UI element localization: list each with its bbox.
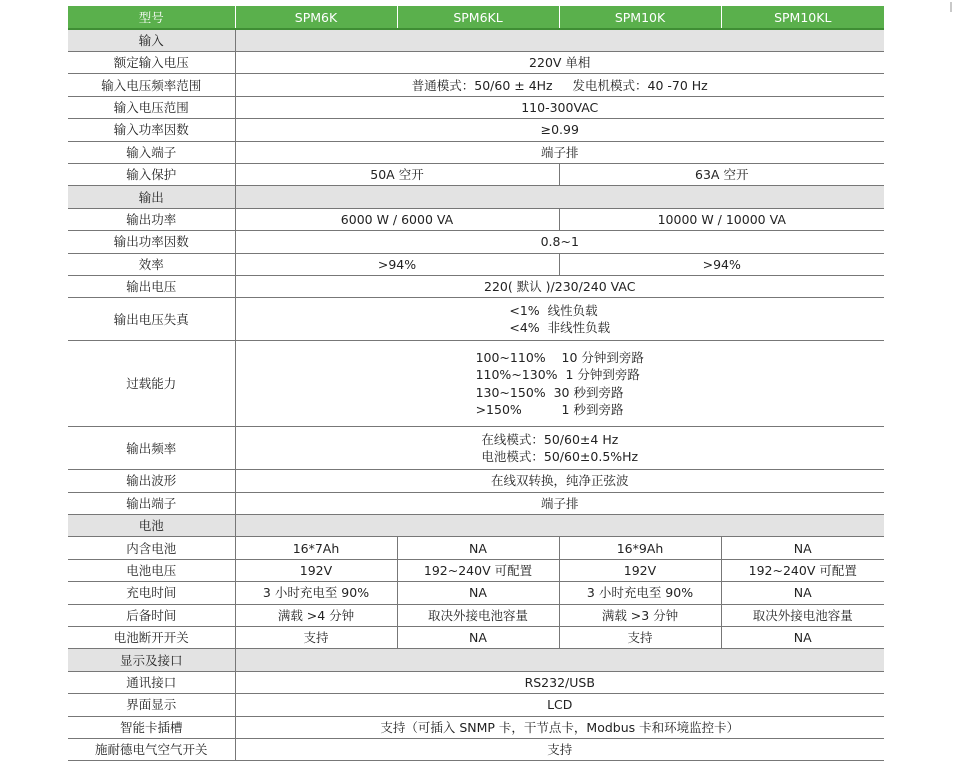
section-fill (235, 649, 884, 671)
table-row (68, 671, 884, 693)
table-row (68, 627, 884, 649)
row-label: 界面显示 (68, 694, 235, 716)
row-label: 效率 (68, 253, 235, 275)
row-label: 电池电压 (68, 559, 235, 581)
table-row (68, 253, 884, 275)
row-label: 输入电压范围 (68, 96, 235, 118)
header-spm10k: SPM10K (559, 6, 721, 29)
section-title: 输入 (68, 29, 235, 52)
row-value: 220( 默认 )/230/240 VAC (235, 275, 884, 297)
cell: 取决外接电池容量 (721, 604, 884, 626)
cell: 支持 (235, 627, 397, 649)
header-row (68, 6, 884, 29)
row-label: 输入端子 (68, 141, 235, 163)
row-value: 0.8~1 (235, 231, 884, 253)
table-row (68, 604, 884, 626)
row-label: 智能卡插槽 (68, 716, 235, 738)
cell: 16*9Ah (559, 537, 721, 559)
row-label: 输出功率 (68, 208, 235, 230)
cell: 3 小时充电至 90% (235, 582, 397, 604)
row-value: 220V 单相 (235, 52, 884, 74)
row-label: 电池断开开关 (68, 627, 235, 649)
cell: NA (397, 582, 559, 604)
section-title: 显示及接口 (68, 649, 235, 671)
row-value-right: >94% (559, 253, 884, 275)
section-fill (235, 515, 884, 537)
line: 110%~130% 1 分钟到旁路 (475, 367, 640, 383)
table-row (68, 694, 884, 716)
row-label: 输入保护 (68, 163, 235, 185)
row-label: 通讯接口 (68, 671, 235, 693)
header-spm6k: SPM6K (235, 6, 397, 29)
row-value: 端子排 (235, 492, 884, 514)
row-value: RS232/USB (235, 671, 884, 693)
row-value: LCD (235, 694, 884, 716)
row-label: 输出电压 (68, 275, 235, 297)
table-row (68, 582, 884, 604)
row-value: 110-300VAC (235, 96, 884, 118)
row-value (235, 427, 884, 470)
table-row (68, 119, 884, 141)
row-value-left: 6000 W / 6000 VA (235, 208, 559, 230)
cell: 192V (235, 559, 397, 581)
row-value (235, 341, 884, 427)
row-value (235, 298, 884, 341)
row-label: 施耐德电气空气开关 (68, 738, 235, 760)
row-label: 后备时间 (68, 604, 235, 626)
header-spm10kl: SPM10KL (721, 6, 884, 29)
table-row (68, 275, 884, 297)
line: 100~110% 10 分钟到旁路 (475, 349, 644, 365)
section-output (68, 186, 884, 208)
frequency-lines (481, 431, 638, 466)
row-value: 端子排 (235, 141, 884, 163)
row-label: 输出频率 (68, 427, 235, 470)
cell: 满载 >3 分钟 (559, 604, 721, 626)
cell: NA (397, 627, 559, 649)
table-row (68, 559, 884, 581)
table-row (68, 470, 884, 492)
table-row (68, 341, 884, 427)
header-model: 型号 (68, 6, 235, 29)
line: 130~150% 30 秒到旁路 (475, 384, 624, 400)
cell: NA (721, 537, 884, 559)
cell: 取决外接电池容量 (397, 604, 559, 626)
cell: 3 小时充电至 90% (559, 582, 721, 604)
line: <4% 非线性负载 (509, 320, 611, 336)
row-label: 额定输入电压 (68, 52, 235, 74)
section-title: 电池 (68, 515, 235, 537)
row-value-left: 50A 空开 (235, 163, 559, 185)
header-spm6kl: SPM6KL (397, 6, 559, 29)
line: 在线模式：50/60±4 Hz (481, 431, 619, 447)
row-label: 输出波形 (68, 470, 235, 492)
cell: 16*7Ah (235, 537, 397, 559)
row-value-right: 63A 空开 (559, 163, 884, 185)
freq-range-text: 普通模式：50/60 ± 4Hz 发电机模式：40 -70 Hz (411, 77, 708, 93)
section-display (68, 649, 884, 671)
table-row (68, 231, 884, 253)
section-title: 输出 (68, 186, 235, 208)
section-input (68, 29, 884, 52)
cell: 支持 (559, 627, 721, 649)
table-row (68, 208, 884, 230)
row-label: 过载能力 (68, 341, 235, 427)
cell: 192V (559, 559, 721, 581)
table-row (68, 537, 884, 559)
cell: NA (721, 582, 884, 604)
table-row (68, 716, 884, 738)
row-value: ≥0.99 (235, 119, 884, 141)
row-label: 输出功率因数 (68, 231, 235, 253)
row-value: 在线双转换，纯净正弦波 (235, 470, 884, 492)
table-row (68, 141, 884, 163)
table-row (68, 427, 884, 470)
row-label: 充电时间 (68, 582, 235, 604)
row-value: 支持（可插入 SNMP 卡，干节点卡，Modbus 卡和环境监控卡） (235, 716, 884, 738)
row-value: 支持 (235, 738, 884, 760)
row-label: 输出电压失真 (68, 298, 235, 341)
distortion-lines (509, 302, 610, 337)
table-row (68, 492, 884, 514)
row-label: 内含电池 (68, 537, 235, 559)
section-fill (235, 29, 884, 52)
table-row (68, 52, 884, 74)
line: >150% 1 秒到旁路 (475, 402, 624, 418)
section-battery (68, 515, 884, 537)
row-value (235, 74, 884, 96)
line: <1% 线性负载 (509, 302, 598, 318)
overload-lines (476, 349, 644, 419)
row-label: 输入功率因数 (68, 119, 235, 141)
cell: NA (397, 537, 559, 559)
table-row (68, 163, 884, 185)
cell: 192~240V 可配置 (721, 559, 884, 581)
section-fill (235, 186, 884, 208)
row-value-right: 10000 W / 10000 VA (559, 208, 884, 230)
line: 电池模式：50/60±0.5%Hz (481, 449, 639, 465)
cell: 满载 >4 分钟 (235, 604, 397, 626)
row-value-left: >94% (235, 253, 559, 275)
row-label: 输出端子 (68, 492, 235, 514)
table-row (68, 738, 884, 760)
cell: NA (721, 627, 884, 649)
cell: 192~240V 可配置 (397, 559, 559, 581)
table-row (68, 298, 884, 341)
table-row (68, 96, 884, 118)
table-row (68, 74, 884, 96)
row-label: 输入电压频率范围 (68, 74, 235, 96)
scrollbar-mark (950, 2, 952, 12)
spec-table (68, 6, 884, 761)
